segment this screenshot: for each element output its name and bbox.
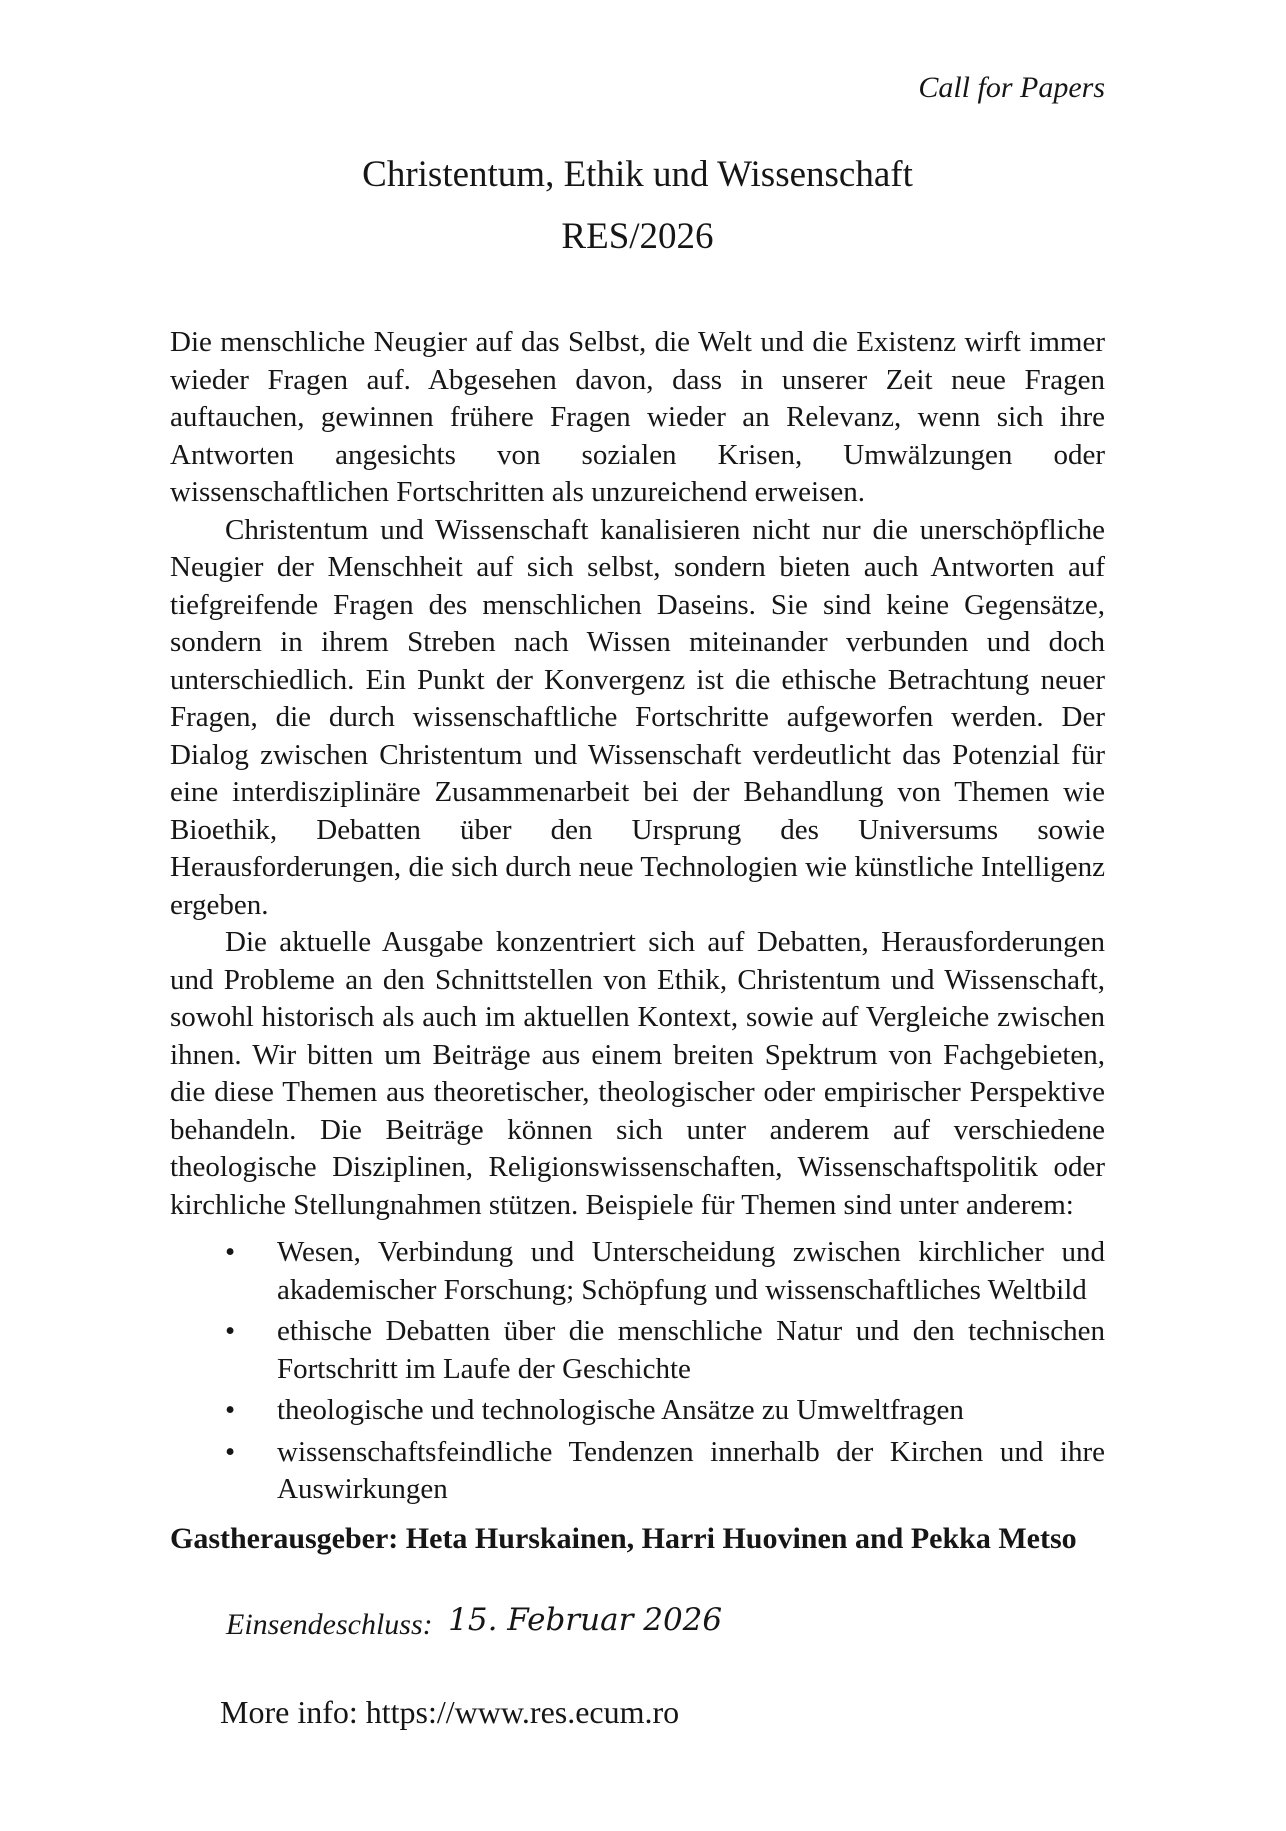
text-block [170,0,1105,1732]
submission-deadline-line [226,1601,1105,1644]
title-block [170,144,1105,268]
list-item [170,1313,1105,1388]
bullet-icon: • [225,1315,236,1347]
call-for-papers-header: Call for Papers [918,71,1105,104]
list-item-text: theologische und technologische Ansätze zu Umweltfragen [277,1394,964,1426]
paragraph-1: Die menschliche Neugier auf das Selbst, die Welt und die Existenz wirft immer wieder Fragen auf. Abgesehen davon, dass in unserer Zeit neue Fragen auftauchen, gewinnen frühere Fragen wieder an Relevanz, wenn sich ihre Antworten angesichts von sozialen Krisen, Umwälzungen oder wissenschaftlichen Fortschritten als unzureichend erweisen. [170,326,1105,508]
deadline-date: 15. Februar 2026 [448,1601,723,1638]
list-item-text: wissenschaftsfeindliche Tendenzen innerhalb der Kirchen und ihre Auswirkungen [277,1435,1105,1505]
more-info-url: https://www.res.ecum.ro [365,1693,680,1730]
deadline-label: Einsendeschluss: [226,1607,433,1641]
paragraph-3: Die aktuelle Ausgabe konzentriert sich auf Debatten, Herausforderungen und Probleme an den Schnittstellen von Ethik, Christentum und Wissenschaft, sowohl historisch als auch im aktuellen Kontext, sowie auf Vergleiche zwischen ihnen. Wir bitten um Beiträge aus einem breiten Spektrum von Fachgebieten, die diese Themen aus theoretischer, theologischer oder empirischer Perspektive behandeln. Die Beiträge können sich unter anderem auf verschiedene theologische Disziplinen, Religionswissenschaften, Wissenschaftspolitik oder kirchliche Stellungnahmen stützen. Beispiele für Themen sind unter anderem: [170,926,1105,1221]
list-item [170,1392,1105,1430]
bullet-icon: • [225,1236,236,1268]
topic-bullet-list [170,1234,1105,1509]
guest-editors-line: Gastherausgeber: Heta Hurskainen, Harri Huovinen and Pekka Metso [170,1521,1077,1555]
document-title-line2: RES/2026 [561,216,714,257]
list-item [170,1234,1105,1309]
list-item [170,1434,1105,1509]
list-item-text: ethische Debatten über die menschliche Natur und den technischen Fortschritt im Laufe der Geschichte [277,1315,1105,1385]
list-item-text: Wesen, Verbindung und Unterscheidung zwischen kirchlicher und akademischer Forschung; Schöpfung und wissenschaftliches Weltbild [277,1236,1105,1306]
more-info-label: More info: [220,1693,358,1730]
more-info-line [220,1692,1105,1732]
paragraph-2: Christentum und Wissenschaft kanalisieren nicht nur die unerschöpfliche Neugier der Menschheit auf sich selbst, sondern bieten auch Antworten auf tiefgreifende Fragen des menschlichen Daseins. Sie sind keine Gegensätze, sondern in ihrem Streben nach Wissen miteinander verbunden und doch unterschiedlich. Ein Punkt der Konvergenz ist die ethische Betrachtung neuer Fragen, die durch wissenschaftliche Fortschritte aufgeworfen werden. Der Dialog zwischen Christentum und Wissenschaft verdeutlicht das Potenzial für eine interdisziplinäre Zusammenarbeit bei der Behandlung von Themen wie Bioethik, Debatten über den Ursprung des Universums sowie Herausforderungen, die sich durch neue Technologien wie künstliche Intelligenz ergeben. [170,513,1105,921]
document-title-line1: Christentum, Ethik und Wissenschaft [362,154,913,195]
bullet-icon: • [225,1394,236,1426]
body-text [170,324,1105,1224]
bullet-icon: • [225,1435,236,1468]
